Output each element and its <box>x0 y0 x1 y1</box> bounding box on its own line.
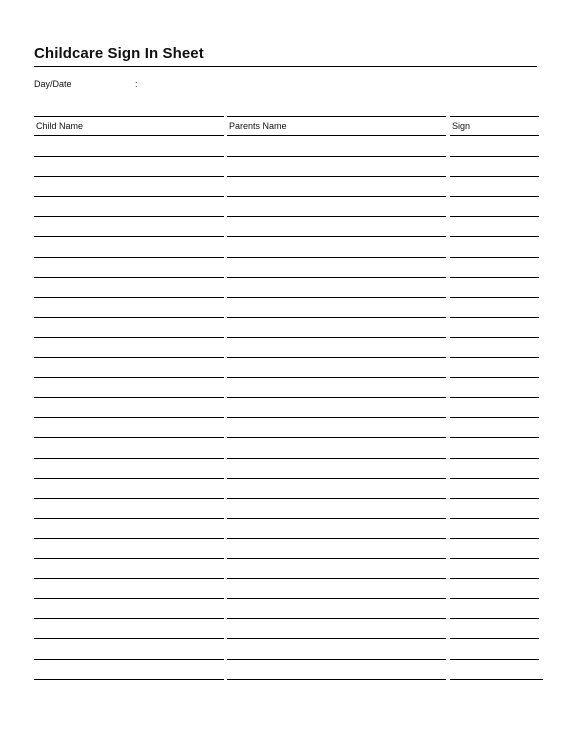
row-rule-parents-name <box>227 196 446 197</box>
row-rule-parents-name <box>227 216 446 217</box>
row-rule-sign <box>450 618 539 619</box>
row-rule-parents-name <box>227 458 446 459</box>
header-top-rule-sign <box>450 116 539 117</box>
row-rule-parents-name <box>227 578 446 579</box>
row-rule-sign <box>450 638 539 639</box>
row-rule-child-name <box>34 297 224 298</box>
day-date-label: Day/Date <box>34 79 72 89</box>
row-rule-parents-name <box>227 538 446 539</box>
row-rule-sign <box>450 458 539 459</box>
row-rule-parents-name <box>227 337 446 338</box>
header-bottom-rule-child-name <box>34 135 224 136</box>
row-rule-parents-name <box>227 437 446 438</box>
row-rule-child-name <box>34 417 224 418</box>
row-rule-child-name <box>34 598 224 599</box>
row-rule-child-name <box>34 558 224 559</box>
header-top-rule-parents-name <box>227 116 446 117</box>
column-header-child-name: Child Name <box>36 121 84 131</box>
title-underline <box>34 66 537 67</box>
row-rule-child-name <box>34 618 224 619</box>
row-rule-child-name <box>34 196 224 197</box>
row-rule-sign <box>450 437 539 438</box>
row-rule-child-name <box>34 397 224 398</box>
row-rule-sign <box>450 478 539 479</box>
row-rule-sign <box>450 679 543 680</box>
row-rule-child-name <box>34 578 224 579</box>
header-top-rule-child-name <box>34 116 224 117</box>
row-rule-parents-name <box>227 679 446 680</box>
row-rule-sign <box>450 558 539 559</box>
row-rule-sign <box>450 377 539 378</box>
row-rule-child-name <box>34 538 224 539</box>
row-rule-sign <box>450 598 539 599</box>
row-rule-parents-name <box>227 357 446 358</box>
row-rule-sign <box>450 277 539 278</box>
row-rule-parents-name <box>227 618 446 619</box>
document-title: Childcare Sign In Sheet <box>34 45 204 62</box>
row-rule-parents-name <box>227 659 446 660</box>
row-rule-child-name <box>34 458 224 459</box>
row-rule-child-name <box>34 518 224 519</box>
row-rule-sign <box>450 659 539 660</box>
row-rule-sign <box>450 357 539 358</box>
row-rule-child-name <box>34 498 224 499</box>
row-rule-child-name <box>34 216 224 217</box>
row-rule-child-name <box>34 377 224 378</box>
column-header-sign: Sign <box>452 121 471 131</box>
header-bottom-rule-parents-name <box>227 135 446 136</box>
row-rule-sign <box>450 156 539 157</box>
row-rule-child-name <box>34 437 224 438</box>
row-rule-parents-name <box>227 498 446 499</box>
row-rule-child-name <box>34 478 224 479</box>
header-bottom-rule-sign <box>450 135 539 136</box>
row-rule-parents-name <box>227 236 446 237</box>
row-rule-parents-name <box>227 598 446 599</box>
row-rule-parents-name <box>227 478 446 479</box>
row-rule-child-name <box>34 236 224 237</box>
row-rule-sign <box>450 317 539 318</box>
column-header-parents-name: Parents Name <box>229 121 287 131</box>
row-rule-sign <box>450 417 539 418</box>
row-rule-parents-name <box>227 257 446 258</box>
row-rule-sign <box>450 397 539 398</box>
row-rule-sign <box>450 518 539 519</box>
row-rule-parents-name <box>227 377 446 378</box>
row-rule-sign <box>450 297 539 298</box>
row-rule-sign <box>450 538 539 539</box>
row-rule-sign <box>450 196 539 197</box>
row-rule-sign <box>450 578 539 579</box>
row-rule-child-name <box>34 257 224 258</box>
row-rule-child-name <box>34 679 224 680</box>
row-rule-sign <box>450 257 539 258</box>
row-rule-parents-name <box>227 417 446 418</box>
row-rule-child-name <box>34 317 224 318</box>
row-rule-child-name <box>34 337 224 338</box>
row-rule-parents-name <box>227 518 446 519</box>
row-rule-child-name <box>34 659 224 660</box>
row-rule-sign <box>450 236 539 237</box>
row-rule-child-name <box>34 277 224 278</box>
row-rule-parents-name <box>227 176 446 177</box>
row-rule-child-name <box>34 156 224 157</box>
row-rule-child-name <box>34 357 224 358</box>
row-rule-parents-name <box>227 297 446 298</box>
row-rule-sign <box>450 498 539 499</box>
day-date-separator: : <box>135 79 138 89</box>
row-rule-child-name <box>34 176 224 177</box>
row-rule-sign <box>450 176 539 177</box>
row-rule-parents-name <box>227 277 446 278</box>
row-rule-parents-name <box>227 397 446 398</box>
row-rule-parents-name <box>227 638 446 639</box>
row-rule-child-name <box>34 638 224 639</box>
row-rule-parents-name <box>227 317 446 318</box>
row-rule-sign <box>450 337 539 338</box>
row-rule-parents-name <box>227 558 446 559</box>
row-rule-parents-name <box>227 156 446 157</box>
row-rule-sign <box>450 216 539 217</box>
